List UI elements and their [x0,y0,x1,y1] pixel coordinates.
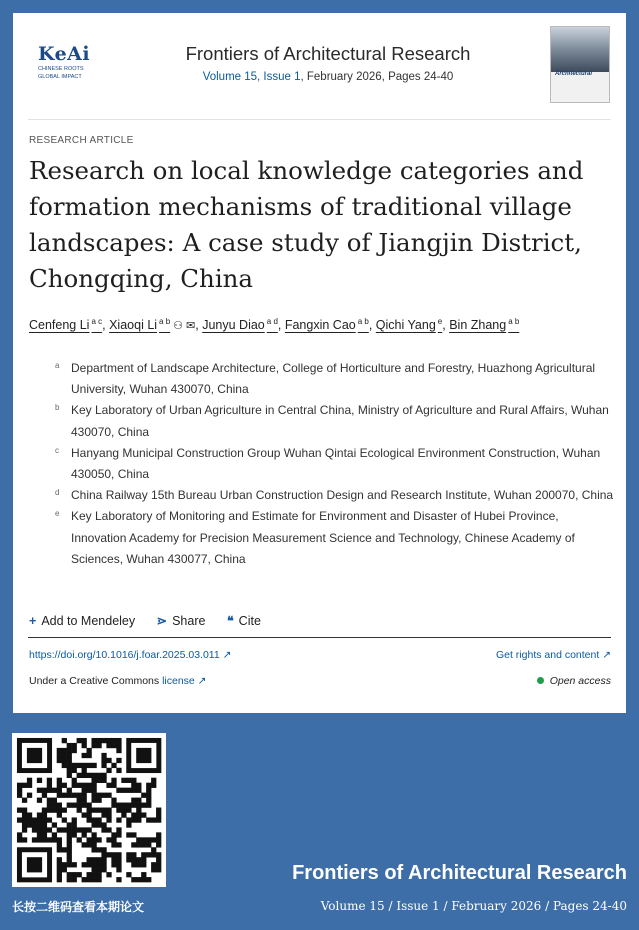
logo-sub-2: GLOBAL IMPACT [38,73,82,80]
date-pages: , February 2026, Pages 24-40 [300,71,454,83]
article-actions [29,613,619,628]
article-type-label: RESEARCH ARTICLE [29,135,134,146]
open-access-dot-icon [537,677,544,684]
author-affiliation-sup: a b [508,317,520,326]
author-affiliation-sup: a d [266,317,278,326]
author-link[interactable] [29,318,102,332]
open-access-badge [537,675,611,687]
header-divider [28,119,611,120]
open-access-label: Open access [549,675,611,687]
share-button[interactable] [157,613,206,628]
email-icon[interactable]: ✉ [186,320,196,333]
affiliation-label: a [55,361,60,370]
qr-caption: 长按二维码查看本期论文 [12,900,145,914]
affiliation-item [55,443,615,485]
journal-header [13,13,626,119]
logo-main: KeAi [38,43,91,65]
share-label: Share [172,614,206,628]
cite-button[interactable] [227,613,261,628]
journal-issue-info [113,71,543,83]
author-affiliation-sup: a b [159,317,171,326]
affiliation-text: Department of Landscape Architecture, College of Horticulture and Forestry, Huazhong Agricultural University, Wuhan 430070, China [71,361,596,397]
rights-link[interactable]: Get rights and content ↗ [495,649,611,661]
affiliation-text: Key Laboratory of Urban Agriculture in Central China, Ministry of Agriculture and Rural Affairs, Wuhan 430070, China [71,403,609,439]
affiliation-label: e [55,509,60,519]
logo-sub-1: CHINESE ROOTS [38,66,84,72]
quote-icon: ❝ [226,614,234,628]
journal-title[interactable]: Frontiers of Architectural Research [185,43,471,64]
author-link[interactable] [285,318,369,332]
author-name: Fangxin Cao [284,318,356,333]
mendeley-label: Add to Mendeley [41,614,136,628]
affiliation-text: Hanyang Municipal Construction Group Wuhan Qintai Ecological Environment Construction, Wuhan 430050, China [71,445,601,482]
license-prefix: Under a Creative Commons [29,675,163,687]
author-name: Bin Zhang [449,318,507,333]
affiliation-item [55,358,615,400]
author-name: Xiaoqi Li [109,318,158,333]
affiliation-item [55,400,615,442]
affiliation-text: China Railway 15th Bureau Urban Construction Design and Research Institute, Wuhan 200070, China [71,488,614,503]
qr-code-image[interactable] [12,733,166,887]
author-affiliation-sup: a c [91,317,103,326]
cover-text: Architectural [555,71,593,77]
keai-logo[interactable] [38,43,108,80]
doi-link[interactable]: https://doi.org/10.1016/j.foar.2025.03.011 ↗ [29,649,232,661]
affiliation-list [55,358,615,570]
article-title: Research on local knowledge categories and formation mechanisms of traditional village landscapes: A case study of Jiangjin District, Chongqing, China [29,156,584,293]
share-icon: ⋗ [156,614,168,628]
article-card [13,13,626,713]
author-link[interactable] [109,318,195,332]
author-name: Junyu Diao [202,318,265,333]
license-link[interactable]: license ↗ [162,675,207,687]
license-line [29,675,206,687]
volume-issue-link[interactable]: Volume 15, Issue 1 [202,71,301,83]
author-name: Qichi Yang [375,318,436,333]
affiliation-label: b [55,403,60,413]
affiliation-label: c [55,445,59,455]
footer-issue-info: Volume 15 / Issue 1 / February 2026 / Pages 24-40 [320,899,627,913]
author-name: Cenfeng Li [29,318,90,333]
qr-code-graphic [12,733,166,887]
footer-journal-title: Frontiers of Architectural Research [292,862,627,884]
actions-divider [28,637,611,638]
author-link[interactable] [449,318,519,332]
author-link[interactable] [376,318,442,332]
affiliation-item [55,506,615,570]
author-affiliation-sup: e [437,317,443,326]
journal-cover-image[interactable] [550,26,610,103]
author-list: Cenfeng Li $^{a c}$, Xiaoqi Li $^{a b}$ ⚇ ✉, Junyu Diao $^{a d}$, Fangxin Cao $^{a b}$, Qichi Yang $^e$, Bin Zhang $^{a b}$ [29,317,520,333]
affiliation-item [55,485,615,506]
person-icon[interactable]: ⚇ [173,320,184,333]
author-affiliation-sup: a b [357,317,369,326]
affiliation-label: d [55,488,60,498]
add-to-mendeley-button[interactable] [29,614,135,628]
plus-icon: + [29,614,37,628]
cite-label: Cite [238,614,261,628]
affiliation-text: Key Laboratory of Monitoring and Estimate for Environment and Disaster of Hubei Province, Innovation Academy for Precision Measurement Science and Technology, Chinese Academy of Sciences, Wuhan 430077, China [71,509,575,566]
author-link[interactable] [202,318,278,332]
